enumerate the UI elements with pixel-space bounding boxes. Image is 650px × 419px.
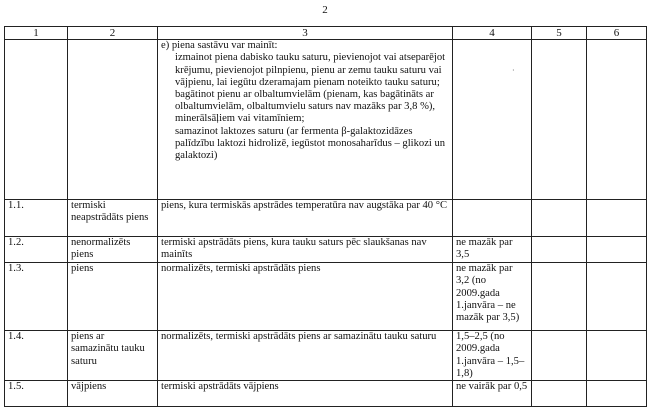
- product-description: piens, kura termiskās apstrādes temperatūra nav augstāka par 40 °C: [158, 200, 453, 237]
- row-number: 1.5.: [5, 381, 68, 407]
- empty-cell-6: [587, 381, 647, 407]
- header-col-6: 6: [587, 27, 647, 40]
- empty-cell-6: [587, 263, 647, 331]
- empty-cell-5: [532, 263, 587, 331]
- intro-cell-num: [5, 40, 68, 200]
- table-row: [5, 263, 647, 331]
- table-row: [5, 331, 647, 381]
- empty-cell-6: [587, 200, 647, 237]
- empty-cell-6: [587, 331, 647, 381]
- row-number: 1.2.: [5, 237, 68, 263]
- product-name: piens: [68, 263, 158, 331]
- milk-table: [4, 26, 647, 407]
- empty-cell-5: [532, 331, 587, 381]
- product-name: vājpiens: [68, 381, 158, 407]
- fat-content: [453, 200, 532, 237]
- table-row-intro: [5, 40, 647, 200]
- empty-cell-5: [532, 200, 587, 237]
- product-name: termiski neapstrādāts piens: [68, 200, 158, 237]
- product-description: normalizēts, termiski apstrādāts piens ar samazinātu tauku saturu: [158, 331, 453, 381]
- header-col-3: 3: [158, 27, 453, 40]
- header-col-1: 1: [5, 27, 68, 40]
- intro-heading: e) piena sastāvu var mainīt:: [161, 40, 278, 52]
- product-description: termiski apstrādāts piens, kura tauku saturs pēc slaukšanas nav mainīts: [158, 237, 453, 263]
- empty-cell-6: [587, 237, 647, 263]
- intro-protein-text: bagātinot pienu ar olbaltumvielām (pienam, kas bagātināts ar olbaltumvielām, olbaltumvielu saturs nav mazāks par 3,8 %), minerālsāļiem vai vitamīniem;: [175, 89, 436, 125]
- table-row: [5, 200, 647, 237]
- fat-content: ne mazāk par 3,5: [453, 237, 532, 263]
- product-name: nenormalizēts piens: [68, 237, 158, 263]
- header-col-2: 2: [68, 27, 158, 40]
- page-number: 2: [322, 4, 328, 16]
- empty-cell-5: [532, 237, 587, 263]
- intro-cell-5: [532, 40, 587, 200]
- header-col-4: 4: [453, 27, 532, 40]
- intro-cell-name: [68, 40, 158, 200]
- intro-cell-desc: [158, 40, 453, 200]
- fat-content: ne mazāk par 3,2 (no 2009.gada 1.janvāra – ne mazāk par 3,5): [453, 263, 532, 331]
- intro-cell-6: [587, 40, 647, 200]
- table-row: [5, 381, 647, 407]
- row-number: 1.4.: [5, 331, 68, 381]
- fat-content: 1,5–2,5 (no 2009.gada 1.janvāra – 1,5–1,8): [453, 331, 532, 381]
- fat-content: ne vairāk par 0,5: [453, 381, 532, 407]
- product-name: piens ar samazinātu tauku saturu: [68, 331, 158, 381]
- empty-cell-5: [532, 381, 587, 407]
- table-header-row: [5, 27, 647, 40]
- row-number: 1.1.: [5, 200, 68, 237]
- intro-fat-text: izmainot piena dabisko tauku saturu, pievienojot vai atseparējot krējumu, pievienojot pilnpienu, pienu ar zemu tauku saturu vai vājpienu, lai iegūtu dzeramajam pienam noteikto tauku saturu;: [175, 52, 446, 88]
- intro-lactose-text: samazinot laktozes saturu (ar fermenta β-galaktozidāzes palīdzību laktozi hidrolizē, iegūstot monosaharīdus – glikozi un galaktozi): [175, 125, 446, 162]
- product-description: termiski apstrādāts vājpiens: [158, 381, 453, 407]
- table-row: [5, 237, 647, 263]
- intro-cell-fat: [453, 40, 532, 200]
- product-description: normalizēts, termiski apstrādāts piens: [158, 263, 453, 331]
- row-number: 1.3.: [5, 263, 68, 331]
- scan-speck: ·: [512, 66, 515, 75]
- header-col-5: 5: [532, 27, 587, 40]
